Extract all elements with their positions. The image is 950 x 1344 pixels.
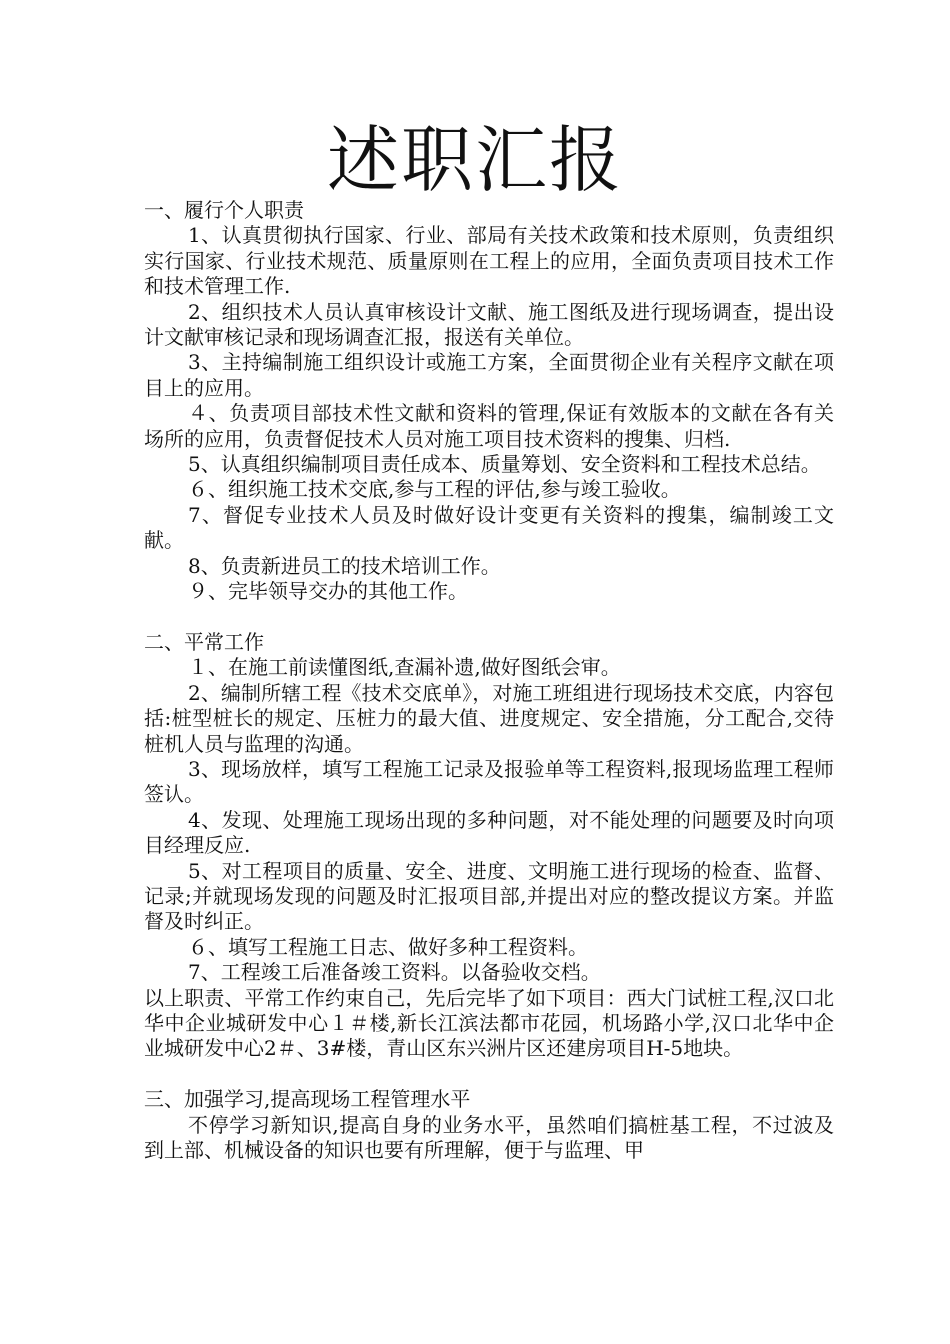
section-duties <box>144 198 834 605</box>
blank-line <box>144 1062 834 1087</box>
closing-paragraph: 以上职责、平常工作约束自己，先后完毕了如下项目：西大门试桩工程,汉口北华中企业城研发中心１＃楼,新长江滨法都市花园，机场路小学,汉口北华中企业城研发中心2＃、3#楼，青山区东兴洲片区还建房项目H-5地块。 <box>144 985 834 1061</box>
paragraph: 1、认真贯彻执行国家、行业、部局有关技术政策和技术原则，负责组织实行国家、行业技术规范、质量原则在工程上的应用，全面负责项目技术工作和技术管理工作. <box>144 223 834 299</box>
section-heading: 三、加强学习,提高现场工程管理水平 <box>144 1087 471 1112</box>
paragraph: ９、完毕领导交办的其他工作。 <box>188 579 468 604</box>
paragraph: 5、对工程项目的质量、安全、进度、文明施工进行现场的检查、监督、记录;并就现场发现的问题及时汇报项目部,并提出对应的整改提议方案。并监督及时纠正。 <box>144 858 834 934</box>
blank-line <box>144 605 834 630</box>
section-heading: 一、履行个人职责 <box>144 198 304 222</box>
section-daily-work <box>144 630 834 1062</box>
paragraph: 8、负责新进员工的技术培训工作。 <box>188 553 501 578</box>
section-heading: 二、平常工作 <box>144 629 264 654</box>
paragraph: 2、编制所辖工程《技术交底单》，对施工班组进行现场技术交底，内容包括:桩型桩长的规定、压桩力的最大值、进度规定、安全措施，分工配合,交待桩机人员与监理的沟通。 <box>144 680 834 756</box>
paragraph: １、在施工前读懂图纸,查漏补遗,做好图纸会审。 <box>188 655 621 680</box>
page-title: 述职汇报 <box>326 118 623 202</box>
paragraph: 4、发现、处理施工现场出现的多种问题，对不能处理的问题要及时向项目经理反应. <box>144 807 834 858</box>
section-learning <box>144 1087 834 1163</box>
paragraph: 7、督促专业技术人员及时做好设计变更有关资料的搜集，编制竣工文献。 <box>144 502 834 553</box>
paragraph: ４、负责项目部技术性文献和资料的管理,保证有效版本的文献在各有关场所的应用，负责督促技术人员对施工项目技术资料的搜集、归档. <box>144 401 834 451</box>
document-body <box>144 198 834 1163</box>
paragraph: 5、认真组织编制项目责任成本、质量筹划、安全资料和工程技术总结。 <box>188 452 821 477</box>
paragraph: 3、主持编制施工组织设计或施工方案，全面贯彻企业有关程序文献在项目上的应用。 <box>144 350 834 400</box>
paragraph: ６、填写工程施工日志、做好多种工程资料。 <box>188 934 588 959</box>
paragraph: 3、现场放样，填写工程施工记录及报验单等工程资料,报现场监理工程师签认。 <box>144 756 834 807</box>
paragraph: 2、组织技术人员认真审核设计文献、施工图纸及进行现场调查，提出设计文献审核记录和现场调查汇报，报送有关单位。 <box>144 299 834 350</box>
paragraph: 不停学习新知识,提高自身的业务水平，虽然咱们搞桩基工程，不过波及到上部、机械设备的知识也要有所理解，便于与监理、甲 <box>144 1112 834 1162</box>
paragraph: ６、组织施工技术交底,参与工程的评估,参与竣工验收。 <box>188 477 681 502</box>
paragraph: 7、工程竣工后准备竣工资料。以备验收交档。 <box>188 960 601 985</box>
